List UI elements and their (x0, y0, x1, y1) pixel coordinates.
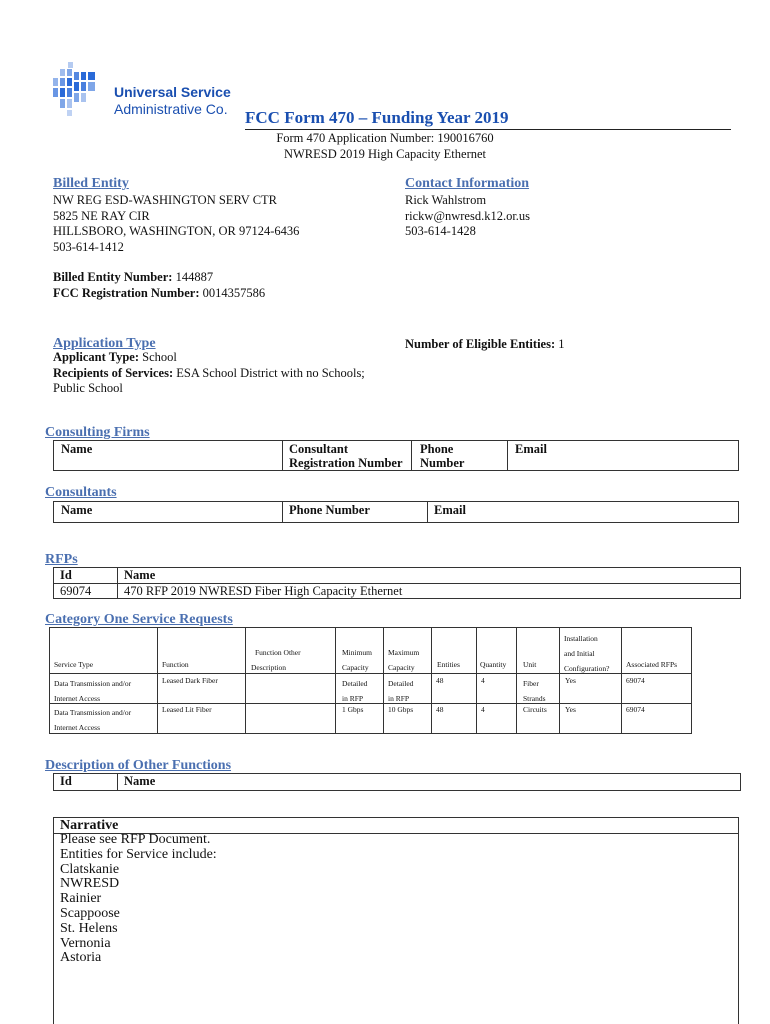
hdr-function: Function (162, 660, 189, 669)
consulting-firms-table (53, 440, 739, 471)
application-number: Form 470 Application Number: 190016760 (276, 131, 494, 145)
org-name (114, 84, 231, 118)
narrative-box (53, 817, 739, 1024)
col-id: Id (60, 774, 72, 788)
narrative-line: NWRESD (60, 876, 120, 892)
col-phone: Phone Number (289, 503, 370, 517)
org-name-line2: Administrative Co. (114, 101, 228, 117)
hdr-entities: Entities (437, 660, 460, 669)
narrative-line: Rainier (60, 891, 102, 907)
contact-heading: Contact Information (405, 176, 530, 191)
hdr-minimum: Minimum Capacity (342, 648, 373, 672)
hdr-unit: Unit (523, 660, 537, 669)
row2-assoc: 69074 (626, 705, 645, 714)
hdr-maximum: Maximum Capacity (388, 648, 420, 672)
col-email: Email (434, 503, 466, 517)
col-name: Name (61, 503, 93, 517)
category-one-heading: Category One Service Requests (45, 612, 233, 627)
contact-info (405, 193, 530, 240)
billed-entity-line: 5825 NE RAY CIR (53, 208, 150, 223)
org-name-line1: Universal Service (114, 84, 231, 100)
application-nickname: NWRESD 2019 High Capacity Ethernet (283, 147, 487, 161)
narrative-text (60, 833, 217, 966)
row1-max: Detailed in RFP (388, 679, 414, 703)
page-title: FCC Form 470 – Funding Year 2019 (245, 108, 509, 127)
usac-logo-icon (50, 60, 98, 118)
rfp-id: 69074 (60, 584, 92, 598)
narrative-line: Entities for Service include: (60, 846, 217, 862)
row1-function: Leased Dark Fiber (162, 676, 218, 685)
row1-quantity: 4 (481, 676, 485, 685)
row1-install: Yes (565, 676, 576, 685)
application-type-heading: Application Type (53, 336, 156, 351)
billed-entity-line: HILLSBORO, WASHINGTON, OR 97124-6436 (53, 224, 300, 238)
col-email: Email (515, 442, 547, 456)
row1-assoc: 69074 (626, 676, 645, 685)
row1-entities: 48 (436, 676, 444, 685)
consulting-firms-heading: Consulting Firms (45, 425, 150, 440)
row2-install: Yes (565, 705, 576, 714)
row2-entities: 48 (436, 705, 444, 714)
row2-function: Leased Lit Fiber (162, 705, 212, 714)
contact-email: rickw@nwresd.k12.or.us (405, 208, 531, 223)
hdr-quantity: Quantity (480, 660, 507, 669)
hdr-function-other: Function Other Description (251, 648, 301, 672)
narrative-line: Clatskanie (60, 861, 120, 877)
narrative-line: Vernonia (60, 935, 111, 951)
category-one-table (49, 627, 692, 734)
row2-min: 1 Gbps (342, 705, 364, 714)
col-phone: Phone Number (420, 442, 465, 470)
narrative-line: Astoria (60, 950, 102, 966)
row2-unit: Circuits (523, 705, 547, 714)
rfps-table (53, 567, 741, 599)
other-functions-table (53, 773, 741, 791)
row1-min: Detailed in RFP (342, 679, 368, 703)
contact-phone: 503-614-1428 (405, 224, 476, 238)
col-registration: Consultant Registration Number (289, 442, 403, 470)
billed-entity-numbers (53, 270, 265, 301)
narrative-line: St. Helens (60, 920, 118, 936)
billed-entity-line: NW REG ESD-WASHINGTON SERV CTR (53, 193, 278, 207)
row1-service: Data Transmission and/or Internet Access (54, 679, 132, 703)
rfp-name: 470 RFP 2019 NWRESD Fiber High Capacity Ethernet (124, 584, 403, 598)
recipients-of-services-cont: Public School (53, 381, 123, 395)
narrative-line: Scappoose (60, 905, 120, 921)
row2-max: 10 Gbps (388, 705, 414, 714)
other-functions-heading: Description of Other Functions (45, 758, 232, 773)
recipients-of-services: Recipients of Services: ESA School District with no Schools; (53, 365, 365, 380)
applicant-details (53, 350, 365, 397)
billed-entity-address (53, 193, 299, 255)
row2-quantity: 4 (481, 705, 485, 714)
col-name: Name (124, 774, 156, 788)
col-id: Id (60, 568, 72, 582)
usac-logo (50, 60, 98, 118)
rfps-heading: RFPs (45, 552, 78, 567)
billed-entity-number: Billed Entity Number: 144887 (53, 270, 214, 284)
row2-service: Data Transmission and/or Internet Access (54, 708, 132, 732)
narrative-line: Please see RFP Document. (60, 832, 211, 847)
consultants-heading: Consultants (45, 485, 117, 500)
col-name: Name (61, 442, 93, 456)
hdr-associated-rfps: Associated RFPs (626, 660, 678, 669)
contact-name: Rick Wahlstrom (405, 193, 487, 207)
consultants-table (53, 501, 739, 523)
row1-unit: Fiber Strands (523, 679, 546, 703)
billed-entity-line: 503-614-1412 (53, 239, 124, 254)
col-name: Name (124, 568, 156, 582)
hdr-installation: Installation and Initial Configuration? (564, 634, 610, 673)
narrative-heading: Narrative (60, 818, 119, 833)
eligible-entities: Number of Eligible Entities: 1 (405, 337, 565, 351)
applicant-type: Applicant Type: School (53, 350, 177, 364)
title-rule (245, 129, 731, 130)
billed-entity-heading: Billed Entity (53, 176, 129, 191)
hdr-service-type: Service Type (54, 660, 94, 669)
fcc-registration-number: FCC Registration Number: 0014357586 (53, 285, 266, 300)
